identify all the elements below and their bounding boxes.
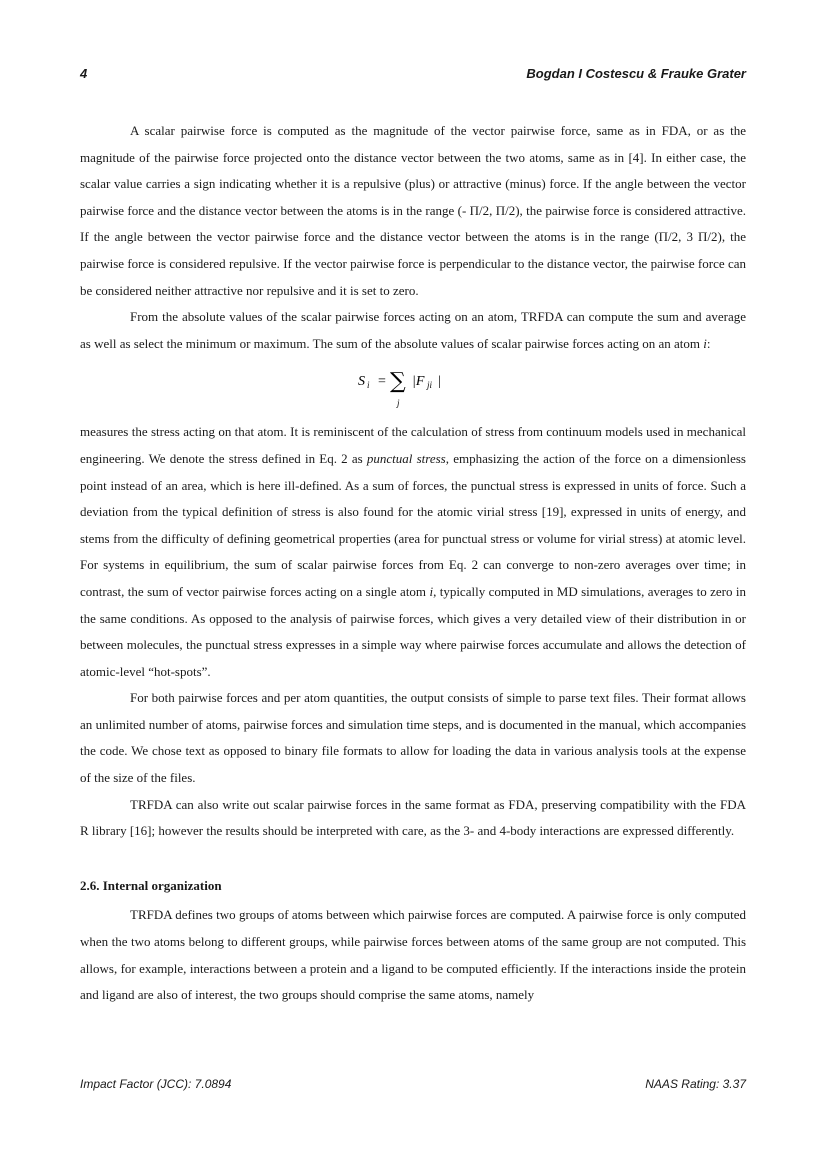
author-names: Bogdan I Costescu & Frauke Grater xyxy=(526,66,746,81)
equation-graphic xyxy=(358,359,468,417)
paragraph-text: From the absolute values of the scalar pairwise forces acting on an atom, TRFDA can compute the sum and average as well as select the minimum or maximum. The sum of the absolute values of scalar pairwise forces acting on an atom xyxy=(80,309,746,351)
equation-term-close: | xyxy=(438,374,441,390)
atom-variable: i xyxy=(429,583,434,599)
equation-lhs-subscript: i xyxy=(367,380,370,391)
equation-lhs: S xyxy=(358,374,365,390)
paragraph-text: : xyxy=(706,335,711,351)
equation-equals: = xyxy=(378,374,386,390)
section-heading: 2.6. Internal organization xyxy=(80,877,222,893)
sum-index: j xyxy=(397,398,400,409)
paragraph-absolute-values xyxy=(80,304,746,357)
document-page xyxy=(80,0,746,1169)
paragraph-fda-compatibility: TRFDA can also write out scalar pairwise forces in the same format as FDA, preserving compatibility with the FDA R library [16]; however the results should be interpreted with care, as the 3- and 4-body interactions are expressed differently. xyxy=(80,796,746,839)
paragraph-text: , typically computed in MD simulations, averages to zero in the same conditions. As opposed to the analysis of pairwise forces, which gives a very detailed view of their distribution in or between molecules, the punctual stress expresses in a simple way where pairwise forces accumulate and allows the detection of atomic-level “hot-spots”. xyxy=(80,583,746,679)
running-header xyxy=(80,66,746,86)
page-number: 4 xyxy=(80,66,88,81)
impact-factor: Impact Factor (JCC): 7.0894 xyxy=(80,1077,232,1091)
paragraph-text: , emphasizing the action of the force on a dimensionless point instead of an area, which is here ill-defined. As a sum of forces, the punctual stress is expressed in units of force. Such a deviation from the typical definition of stress is also found for the atomic virial stress [19], expressed in units of energy, and stems from the difficulty of defining geometrical properties (area for punctual stress or volume for virial stress) at atomic level. For systems in equilibrium, the sum of scalar pairwise forces from Eq. 2 can converge to non-zero averages over time; in contrast, the sum of vector pairwise forces acting on a single atom xyxy=(80,450,746,599)
paragraph-text: measures the stress acting on that atom. It is reminiscent of the calculation of stress from continuum models used in mechanical engineering. We denote the stress defined in Eq. 2 as xyxy=(80,424,746,466)
emphasis-punctual-stress: punctual stress xyxy=(366,450,446,466)
equation-term: |F xyxy=(412,374,425,390)
body-text xyxy=(80,118,746,1009)
paragraph-internal-organization: TRFDA defines two groups of atoms between which pairwise forces are computed. A pairwise force is only computed when the two atoms belong to different groups, while pairwise forces between atoms of the same group are not computed. This allows, for example, interactions between a protein and a ligand to be computed efficiently. If the interactions inside the protein and ligand are also of interest, the two groups should comprise the same atoms, namely xyxy=(80,907,746,1003)
equation-term-subscript: ji xyxy=(427,380,433,391)
atom-variable: i xyxy=(703,335,707,351)
stress-equation xyxy=(80,357,746,419)
paragraph-output-format: For both pairwise forces and per atom quantities, the output consists of simple to parse text files. Their format allows an unlimited number of atoms, pairwise forces and simulation time steps, and is documented in the manual, which accompanies the code. We chose text as opposed to binary file formats to allow for loading the data in various analysis tools at the expense of the size of the files. xyxy=(80,690,746,786)
paragraph-scalar-pairwise-force: A scalar pairwise force is computed as the magnitude of the vector pairwise force, same as in FDA, or as the magnitude of the pairwise force projected onto the distance vector between the two atoms, same as in [4]. In either case, the scalar value carries a sign indicating whether it is a repulsive (plus) or attractive (minus) force. If the angle between the vector pairwise force and the distance vector between the atoms is in the range (- Π/2, Π/2), the pairwise force is considered attractive. If the angle between the vector pairwise force and the distance vector between the atoms is in the range (Π/2, 3 Π/2), the pairwise force is considered repulsive. If the vector pairwise force is perpendicular to the distance vector, the pairwise force can be considered neither attractive nor repulsive and it is set to zero. xyxy=(80,123,746,298)
sum-symbol: ∑ xyxy=(390,369,406,395)
paragraph-punctual-stress xyxy=(80,419,746,685)
naas-rating: NAAS Rating: 3.37 xyxy=(645,1077,746,1091)
page-footer xyxy=(80,1077,746,1097)
